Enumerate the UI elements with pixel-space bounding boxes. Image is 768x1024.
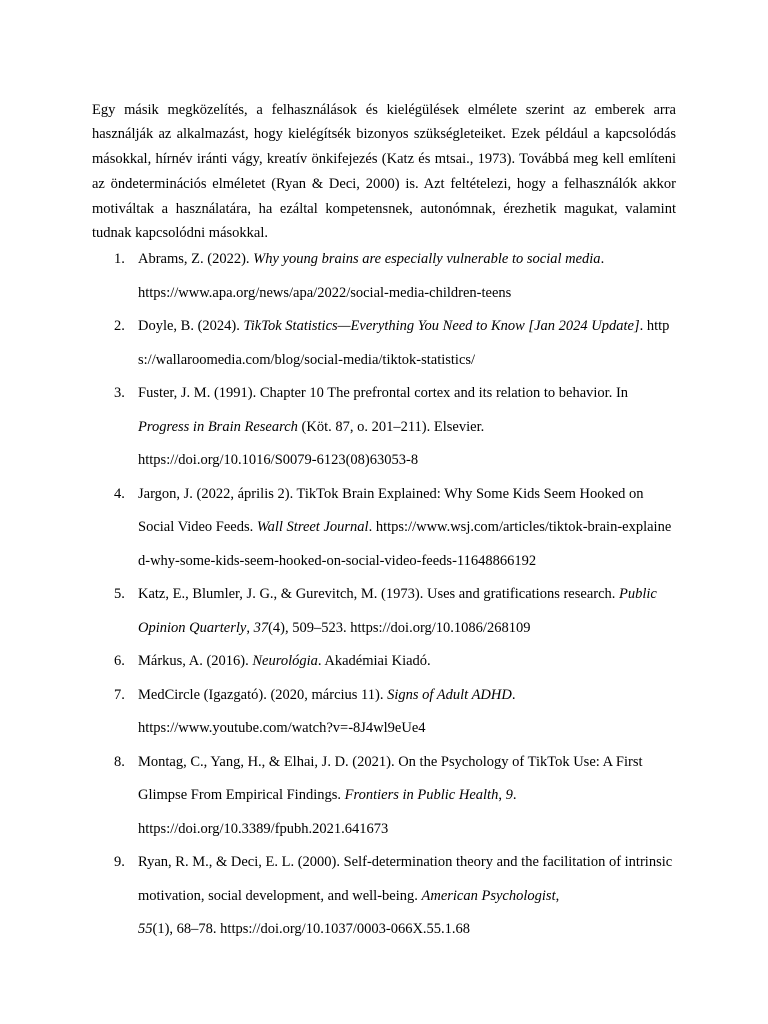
reference-item: 5. Katz, E., Blumler, J. G., & Gurevitch, M. (1973). Uses and gratifications research. Public Opinion Quarterly, 37(4), 509–523. https://doi.org/10.1086/268109 — [92, 578, 676, 645]
reference-url: https://wallaroomedia.com/blog/social-media/tiktok-statistics/ — [138, 318, 670, 368]
reference-url: https://www.youtube.com/watch?v=-8J4wl9eUe4 — [138, 720, 426, 736]
reference-number: 7. — [114, 686, 125, 703]
reference-item: 6. Márkus, A. (2016). Neurológia. Akadémiai Kiadó. — [92, 645, 676, 679]
reference-item: 2. Doyle, B. (2024). TikTok Statistics—Everything You Need to Know [Jan 2024 Update]. https://wallaroomedia.com/blog/social-media/tiktok-statistics/ — [92, 310, 676, 377]
reference-number: 8. — [114, 753, 125, 770]
reference-source: Wall Street Journal — [256, 519, 369, 535]
reference-item: 9. Ryan, R. M., & Deci, E. L. (2000). Self-determination theory and the facilitation of intrinsic motivation, social development, and well-being. American Psychologist, 55(1), 68–78. https://doi.org/10.1037/0003-066X.55.1.68 — [92, 846, 676, 947]
reference-source: Public Opinion Quarterly — [138, 586, 657, 636]
reference-number: 1. — [114, 251, 125, 267]
reference-number: 6. — [114, 653, 125, 669]
reference-title: TikTok Statistics—Everything You Need to Know [Jan 2024 Update] — [243, 318, 640, 334]
intro-paragraph: Egy másik megközelítés, a felhasználások és kielégülések elmélete szerint az emberek arra használják az alkalmazást, hogy kielégítsék bizonyos szükségleteiket. Ezek például a kapcsolódás másokkal, hírnév iránti vágy, kreatív önkifejezés (Katz és mtsai., 1973). Továbbá meg kell említeni az öndeterminációs elméletet (Ryan & Deci, 2000) is. Azt feltételezi, hogy a felhasználók akkor motiváltak a használatára, ha ezáltal kompetensnek, autonómnak, érezhetik magukat, valamint tudnak kapcsolódni másokkal. — [92, 101, 676, 242]
reference-url: https://doi.org/10.1016/S0079-6123(08)63053-8 — [138, 452, 419, 468]
reference-url: https://www.wsj.com/articles/tiktok-brain-explained-why-some-kids-seem-hooked-on-social-video-feeds-11648866192 — [138, 519, 672, 569]
reference-item: 1. Abrams, Z. (2022). Why young brains are especially vulnerable to social media. https://www.apa.org/news/apa/2022/social-media-children-teens — [92, 243, 676, 310]
reference-number: 4. — [114, 485, 125, 502]
reference-volume: 9 — [505, 787, 513, 803]
reference-list — [92, 243, 676, 947]
reference-number: 5. — [114, 586, 125, 602]
reference-url: https://doi.org/10.3389/fpubh.2021.641673 — [138, 820, 389, 837]
reference-volume: 37 — [253, 619, 269, 636]
reference-volume: 55 — [138, 921, 153, 937]
reference-title: Why young brains are especially vulnerable to social media — [253, 251, 601, 267]
reference-item: 4. Jargon, J. (2022, április 2). TikTok Brain Explained: Why Some Kids Seem Hooked on Social Video Feeds. Wall Street Journal. https://www.wsj.com/articles/tiktok-brain-explained-why-some-kids-seem-hooked-on-social-video-feeds-11648866192 — [92, 478, 676, 579]
reference-item: 7. MedCircle (Igazgató). (2020, március 11). Signs of Adult ADHD. https://www.youtube.com/watch?v=-8J4wl9eUe4 — [92, 679, 676, 746]
reference-source: Frontiers in Public Health — [344, 787, 499, 803]
reference-url: https://www.apa.org/news/apa/2022/social-media-children-teens — [138, 284, 512, 301]
reference-title: Signs of Adult ADHD — [387, 686, 512, 703]
reference-item: 3. Fuster, J. M. (1991). Chapter 10 The prefrontal cortex and its relation to behavior. In Progress in Brain Research (Köt. 87, o. 201–211). Elsevier. https://doi.org/10.1016/S0079-6123(08)63053-8 — [92, 377, 676, 478]
reference-source: Progress in Brain Research — [138, 418, 298, 435]
reference-number: 9. — [114, 854, 125, 870]
reference-item: 8. Montag, C., Yang, H., & Elhai, J. D. (2021). On the Psychology of TikTok Use: A First Glimpse From Empirical Findings. Frontiers in Public Health, 9. https://doi.org/10.3389/fpubh.2021.641673 — [92, 746, 676, 847]
reference-title: Neurológia — [252, 653, 318, 669]
reference-source: American Psychologist — [421, 887, 556, 904]
reference-number: 3. — [114, 385, 125, 401]
reference-url: https://doi.org/10.1086/268109 — [350, 619, 531, 636]
reference-number: 2. — [114, 318, 125, 334]
reference-url: https://doi.org/10.1037/0003-066X.55.1.68 — [220, 921, 471, 937]
